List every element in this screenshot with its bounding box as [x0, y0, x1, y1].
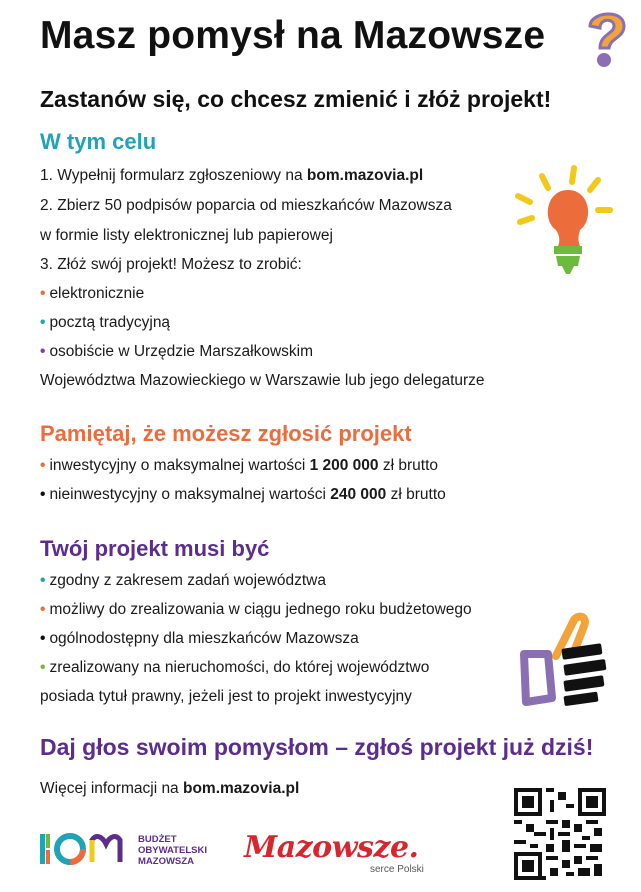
list-item-continuation: posiada tytuł prawny, jeżeli jest to projekt inwestycyjny: [40, 688, 412, 705]
bullet-icon: •: [40, 659, 46, 676]
bullet-icon: •: [40, 457, 46, 474]
bom-logo-mark: [40, 832, 132, 866]
thumbs-up-icon: [518, 612, 610, 712]
mazowsze-logo: [244, 830, 444, 878]
bullet-icon: •: [40, 630, 46, 647]
call-to-action: Daj głos swoim pomysłom – zgłoś projekt już dziś!: [40, 734, 594, 760]
more-info: Więcej informacji na bom.mazovia.pl: [40, 780, 300, 797]
list-item: • zgodny z zakresem zadań województwa: [40, 572, 326, 589]
section-heading-twoj-projekt: Twój projekt musi być: [40, 536, 270, 561]
bullet-icon: •: [40, 601, 46, 618]
section-heading-pamietaj: Pamiętaj, że możesz zgłosić projekt: [40, 421, 412, 446]
mazowsze-tagline: serce Polski: [370, 864, 424, 875]
more-info-link[interactable]: bom.mazovia.pl: [183, 780, 300, 797]
bullet-icon: •: [40, 486, 46, 503]
step-3: 3. Złóż swój projekt! Możesz to zrobić:: [40, 256, 302, 273]
bom-logo: [40, 832, 240, 872]
step-1-link[interactable]: bom.mazovia.pl: [306, 167, 424, 184]
bullet-icon: •: [40, 572, 46, 589]
step-1-text: 1. Wypełnij formularz zgłoszeniowy na: [40, 167, 303, 184]
question-mark-icon: [582, 6, 632, 72]
bullet-icon: •: [40, 343, 46, 360]
page-subtitle: Zastanów się, co chcesz zmienić i złóż projekt!: [40, 86, 552, 112]
step-2-line-2: w formie listy elektronicznej lub papierowej: [40, 227, 333, 244]
list-item-continuation: Województwa Mazowieckiego w Warszawie lub jego delegaturze: [40, 372, 485, 389]
list-item: • pocztą tradycyjną: [40, 314, 171, 331]
list-item: • ogólnodostępny dla mieszkańców Mazowsza: [40, 630, 359, 647]
list-item: • zrealizowany na nieruchomości, do której województwo: [40, 659, 430, 676]
section-heading-w-tym-celu: W tym celu: [40, 129, 157, 154]
page-title: Masz pomysł na Mazowsze: [40, 14, 546, 57]
list-item: • osobiście w Urzędzie Marszałkowskim: [40, 343, 314, 360]
list-item: • inwestycyjny o maksymalnej wartości 1 200 000 zł brutto: [40, 457, 438, 474]
step-2-line-1: 2. Zbierz 50 podpisów poparcia od mieszkańców Mazowsza: [40, 197, 452, 214]
light-bulb-icon: [512, 162, 616, 278]
qr-code-icon[interactable]: [514, 788, 606, 880]
bom-logo-text: BUDŻET OBYWATELSKI MAZOWSZA: [138, 834, 207, 867]
bullet-icon: •: [40, 314, 46, 331]
list-item: • elektronicznie: [40, 285, 145, 302]
mazowsze-logo-text: Mazowsze.: [244, 830, 419, 865]
list-item: • możliwy do zrealizowania w ciągu jednego roku budżetowego: [40, 601, 472, 618]
bullet-icon: •: [40, 285, 46, 302]
list-item: • nieinwestycyjny o maksymalnej wartości 240 000 zł brutto: [40, 486, 446, 503]
step-1: [40, 167, 423, 185]
